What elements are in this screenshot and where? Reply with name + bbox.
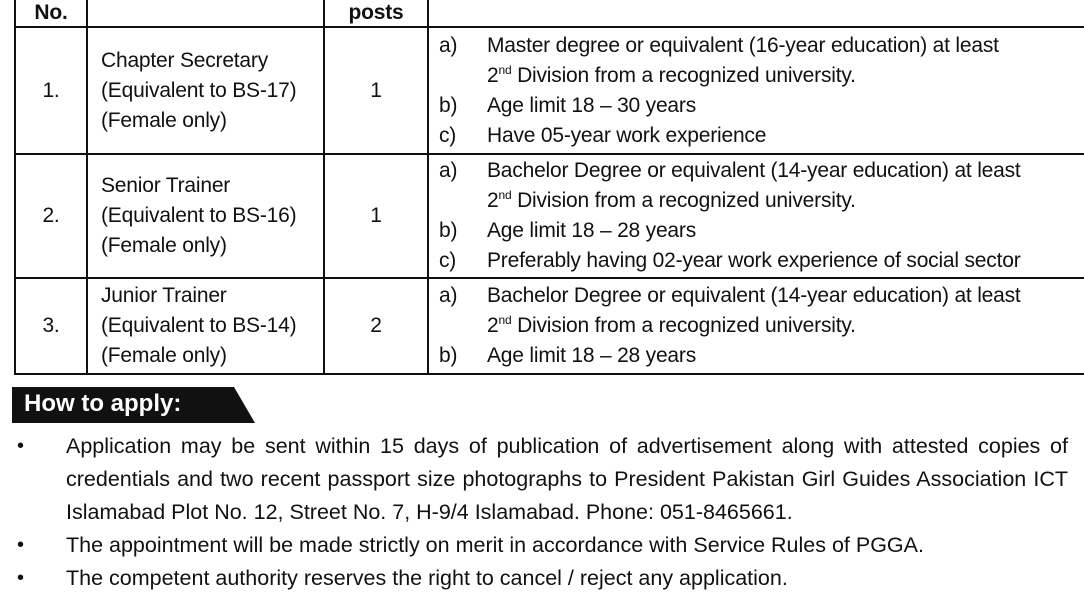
post-scale: (Equivalent to BS-14) <box>101 314 297 337</box>
post-gender: (Female only) <box>101 108 227 132</box>
header-qualification <box>428 0 1084 27</box>
instruction-text: Application may be sent within 15 days of publication of advertisement along with attested copies of credentials and two recent passport size photographs to President Pakistan Girl Guides Association ICT Islamabad Plot No. 12, Street No. 7, H-9/4 Islamabad. Phone: 051-8465661. <box>66 434 1068 524</box>
qualification-cell <box>428 278 1084 374</box>
qualification-item: b) Age limit 18 – 28 years <box>439 344 697 367</box>
row-number: 3. <box>15 278 87 374</box>
post-title: Junior Trainer <box>101 284 227 307</box>
list-item <box>14 430 1068 529</box>
how-to-apply-title: How to apply: <box>24 390 182 417</box>
post-cell <box>87 154 324 278</box>
table-row <box>15 27 1084 154</box>
post-cell <box>87 278 324 374</box>
qualification-item: a) Master degree or equivalent (16-year education) at least 2nd Division from a recognized university. <box>439 33 999 87</box>
qualification-item: b) Age limit 18 – 28 years <box>439 219 697 242</box>
qualification-cell <box>428 27 1084 154</box>
post-count: 2 <box>324 278 428 374</box>
qualification-cell <box>428 154 1084 278</box>
qualification-item: c) Have 05-year work experience <box>439 123 767 147</box>
posts-table <box>14 0 1084 375</box>
header-posts: posts <box>324 0 428 27</box>
bullet-icon: • <box>17 534 25 556</box>
bullet-icon: • <box>17 435 25 457</box>
row-number: 2. <box>15 154 87 278</box>
post-scale: (Equivalent to BS-17) <box>101 78 297 102</box>
qualification-item: a) Bachelor Degree or equivalent (14-year education) at least 2nd Division from a recognized university. <box>439 284 1021 337</box>
post-count: 1 <box>324 27 428 154</box>
instruction-text: The appointment will be made strictly on merit in accordance with Service Rules of PGGA. <box>66 533 924 557</box>
table-header-row <box>15 0 1084 27</box>
qualification-item: c) Preferably having 02-year work experience of social sector <box>439 249 1021 272</box>
header-post <box>87 0 324 27</box>
list-item <box>14 529 1068 562</box>
post-gender: (Female only) <box>101 344 227 367</box>
apply-instructions-list <box>14 430 1068 595</box>
post-gender: (Female only) <box>101 234 227 257</box>
post-title: Senior Trainer <box>101 174 231 197</box>
qualification-item: a) Bachelor Degree or equivalent (14-year education) at least 2nd Division from a recognized university. <box>439 159 1021 212</box>
post-cell <box>87 27 324 154</box>
instruction-text: The competent authority reserves the right to cancel / reject any application. <box>66 566 788 590</box>
table-row <box>15 278 1084 374</box>
how-to-apply-banner <box>12 387 255 423</box>
post-scale: (Equivalent to BS-16) <box>101 204 297 227</box>
list-item <box>14 562 1068 595</box>
row-number: 1. <box>15 27 87 154</box>
qualification-item: b) Age limit 18 – 30 years <box>439 93 697 117</box>
table-row <box>15 154 1084 278</box>
post-title: Chapter Secretary <box>101 48 269 72</box>
bullet-icon: • <box>17 567 25 589</box>
header-no: No. <box>15 0 87 27</box>
post-count: 1 <box>324 154 428 278</box>
